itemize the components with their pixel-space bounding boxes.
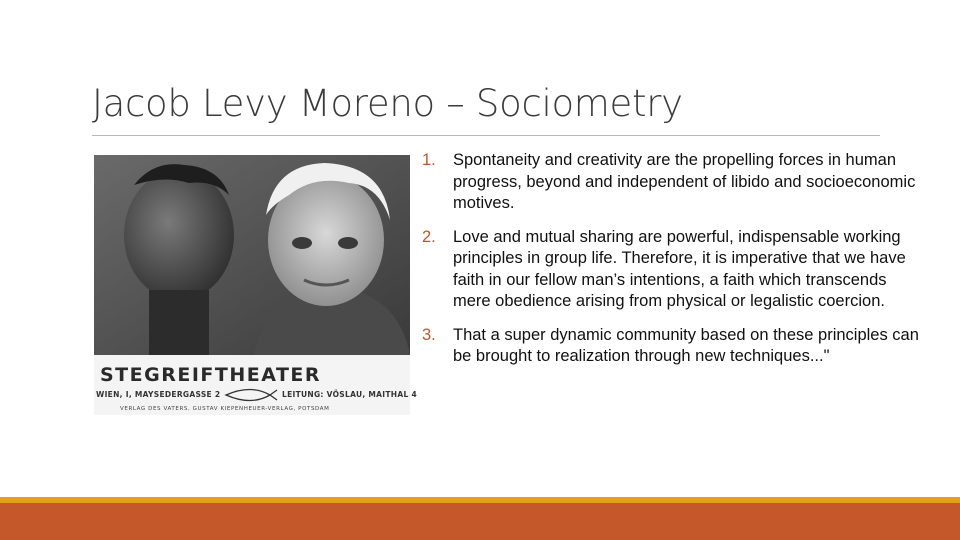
list-number: 3.: [422, 325, 436, 344]
footer-bar: [0, 503, 960, 540]
list-number: 2.: [422, 227, 436, 246]
list-text: Love and mutual sharing are powerful, indispensable working principles in group life. Therefore, it is imperative that we have faith in our fellow man’s intentions, a faith which transcends mere obedience arising from physical or legalistic coercion.: [453, 227, 906, 310]
list-item: [422, 150, 922, 215]
list-item: [422, 227, 922, 313]
poster-direction: LEITUNG: VÖSLAU, MAITHAL 4: [282, 390, 417, 399]
list-number: 1.: [422, 151, 436, 169]
poster-address: WIEN, I, MAYSEDERGASSE 2: [96, 390, 221, 399]
fish-icon: [224, 388, 278, 402]
title-divider: [92, 135, 880, 136]
slide-title: Jacob Levy Moreno – Sociometry: [92, 82, 683, 125]
poster-title: STEGREIFTHEATER: [100, 364, 322, 386]
list-text: Spontaneity and creativity are the propelling forces in human progress, beyond and independent of libido and socioeconomic motives.: [453, 151, 916, 212]
list-text: That a super dynamic community based on these principles can be brought to realization through new techniques...": [453, 325, 919, 365]
poster-publisher: VERLAG DES VATERS, GUSTAV KIEPENHEUER-VERLAG, POTSDAM: [120, 406, 330, 412]
list-item: [422, 325, 922, 368]
principles-list: [422, 150, 922, 380]
